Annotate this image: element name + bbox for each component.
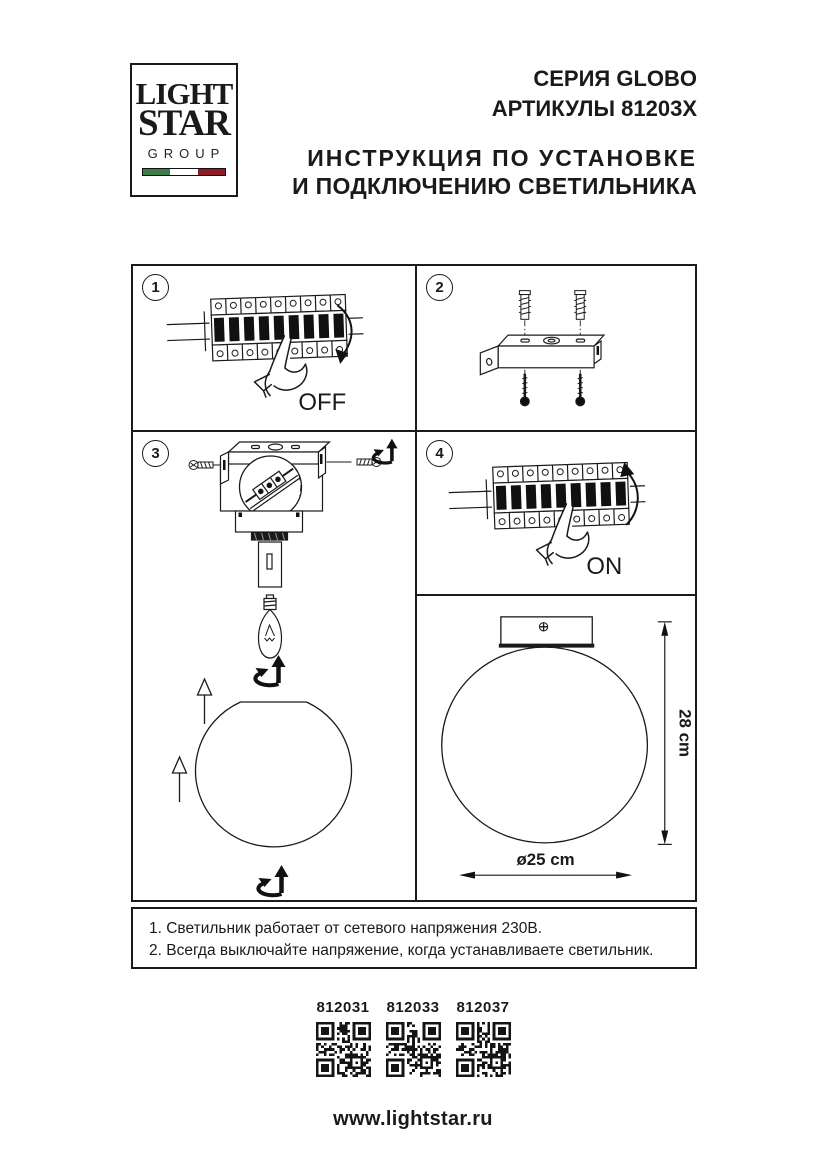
articles-line: АРТИКУЛЫ 81203Х [491,96,697,121]
glass-sphere [196,702,352,847]
safety-notes [131,907,697,969]
ceiling-canopy [499,617,594,646]
instruction-title-line2: И ПОДКЛЮЧЕНИЮ СВЕТИЛЬНИКА [292,173,697,199]
height-dimension [658,622,695,845]
step-2-number: 2 [426,274,453,301]
step-4-panel [417,432,695,596]
sphere-rotation-arrow [258,865,288,895]
up-arrow-2 [173,757,187,802]
italian-flag-stripe [142,168,226,176]
qr-code [316,1022,371,1077]
step-4-illustration [417,432,695,594]
product-column [316,999,371,1082]
logo-word-group: GROUP [147,146,226,162]
canopy-cup [236,511,303,532]
step-3-illustration [133,432,415,900]
step-2-illustration [417,266,695,430]
diameter-dimension [459,850,632,878]
on-label: ON [586,552,623,580]
step-3-number: 3 [142,440,169,467]
series-title: СЕРИЯ GLOBO [533,66,697,91]
instruction-title [292,144,697,200]
step-4-number: 4 [426,440,453,467]
diameter-label: ø25 cm [516,850,575,870]
step-1-panel [133,266,417,432]
sphere-outline [442,647,648,843]
header-text-block [292,64,697,200]
article-number: 812031 [316,999,370,1016]
off-label: OFF [298,388,347,416]
circuit-breaker-row [448,458,647,535]
step-3-panel [133,432,417,900]
article-number: 812033 [386,999,440,1016]
logo-word-star: STAR [138,103,230,144]
lamp-socket [259,542,282,587]
product-column [456,999,511,1082]
product-qr-row [0,999,826,1082]
article-number: 812037 [456,999,510,1016]
dimensions-illustration [417,596,695,900]
step-1-number: 1 [142,274,169,301]
note-2: 2. Всегда выключайте напряжение, когда устанавливаете светильник. [149,942,654,960]
wall-plug-dowels [519,291,586,320]
up-arrow-1 [198,679,212,724]
instruction-grid [131,264,697,902]
instruction-title-line1: ИНСТРУКЦИЯ ПО УСТАНОВКЕ [307,145,697,171]
note-1: 1. Светильник работает от сетевого напряжения 230В. [149,920,543,937]
mounting-screws [520,374,584,406]
step-1-illustration [133,266,415,430]
bulb-rotation-arrow [255,655,285,685]
threaded-collar [252,533,288,540]
logo-word-light: LIGHT [135,76,233,111]
qr-code [456,1022,511,1077]
circuit-breaker-row [166,290,365,367]
height-label: 28 cm [675,709,695,758]
step-2-panel [417,266,695,432]
website-url: www.lightstar.ru [333,1108,493,1130]
dimensions-panel [417,596,695,900]
magnifier-wiring-detail [240,456,302,518]
lightstar-logo [130,63,238,197]
side-screw-left [189,461,213,470]
product-column [386,999,441,1082]
qr-code [386,1022,441,1077]
candle-bulb [259,595,282,658]
mounting-bracket [480,335,604,375]
